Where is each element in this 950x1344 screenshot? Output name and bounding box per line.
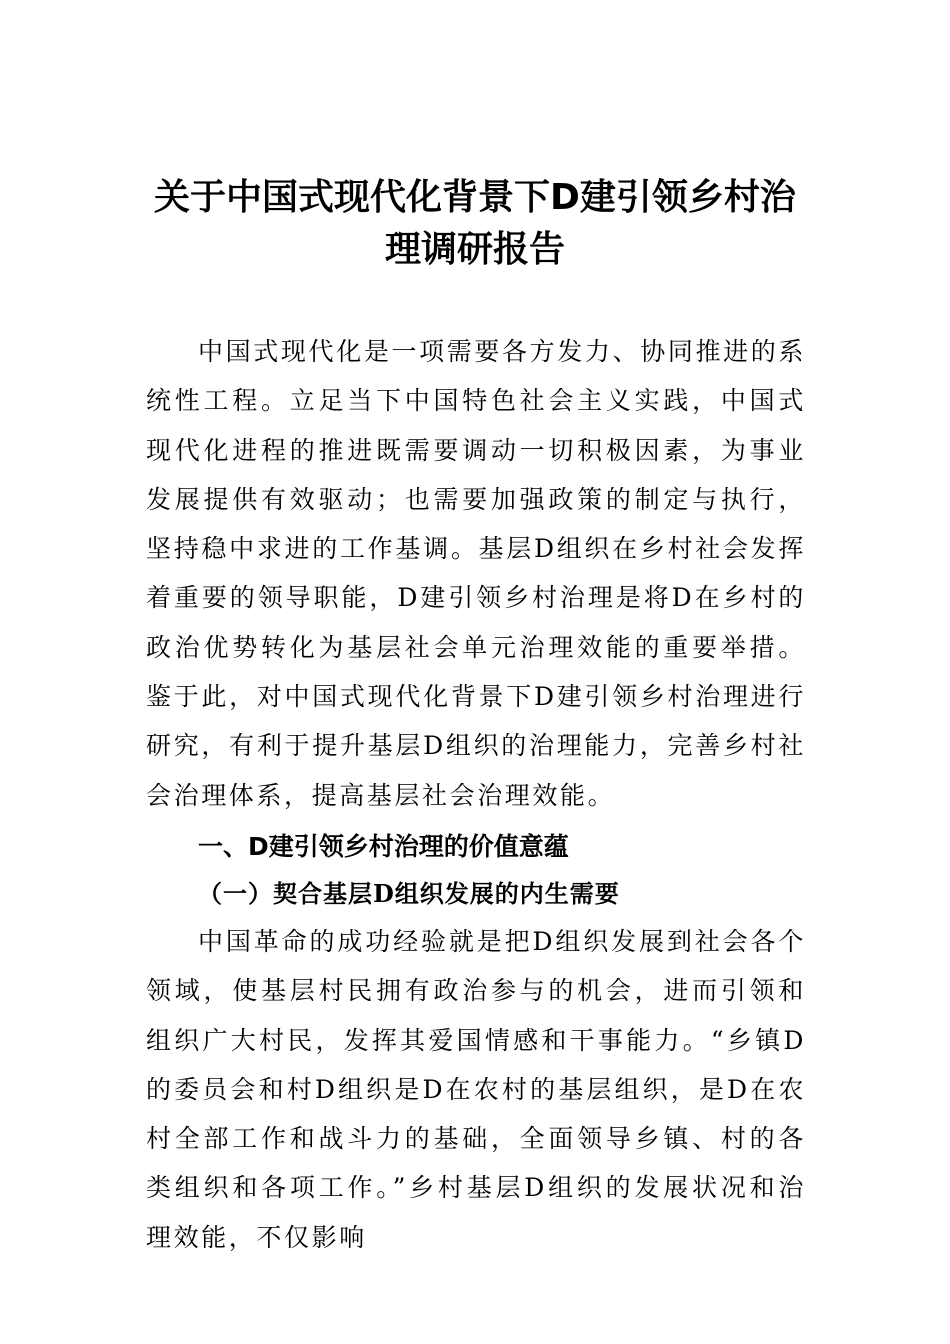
subsection-heading-1: （一）契合基层D组织发展的内生需要 <box>198 879 620 908</box>
body-paragraph-intro: 中国式现代化是一项需要各方发力、协同推进的系统性工程。立足当下中国特色社会主义实践，中国式现代化进程的推进既需要调动一切积极因素，为事业发展提供有效驱动；也需要加强政策的制定与执行，坚持稳中求进的工作基调。基层D组织在乡村社会发挥着重要的领导职能，D建引领乡村治理是将D在乡村的政治优势转化为基层社会单元治理效能的重要举措。鉴于此，对中国式现代化背景下D建引领乡村治理进行研究，有利于提升基层D组织的治理能力，完善乡村社会治理体系，提高基层社会治理效能。 <box>146 337 806 810</box>
body-paragraph-section1: 中国革命的成功经验就是把D组织发展到社会各个领域，使基层村民拥有政治参与的机会，进而引领和组织广大村民，发挥其爱国情感和干事能力。“乡镇D的委员会和村D组织是D在农村的基层组织，是D在农村全部工作和战斗力的基础，全面领导乡镇、村的各类组织和各项工作。”乡村基层D组织的发展状况和治理效能，不仅影响 <box>146 927 806 1252</box>
document-title-line2: 理调研报告 <box>384 229 565 270</box>
document-title-line1: 关于中国式现代化背景下D建引领乡村治 <box>154 177 796 218</box>
section-heading-1: 一、D建引领乡村治理的价值意蕴 <box>198 832 569 861</box>
